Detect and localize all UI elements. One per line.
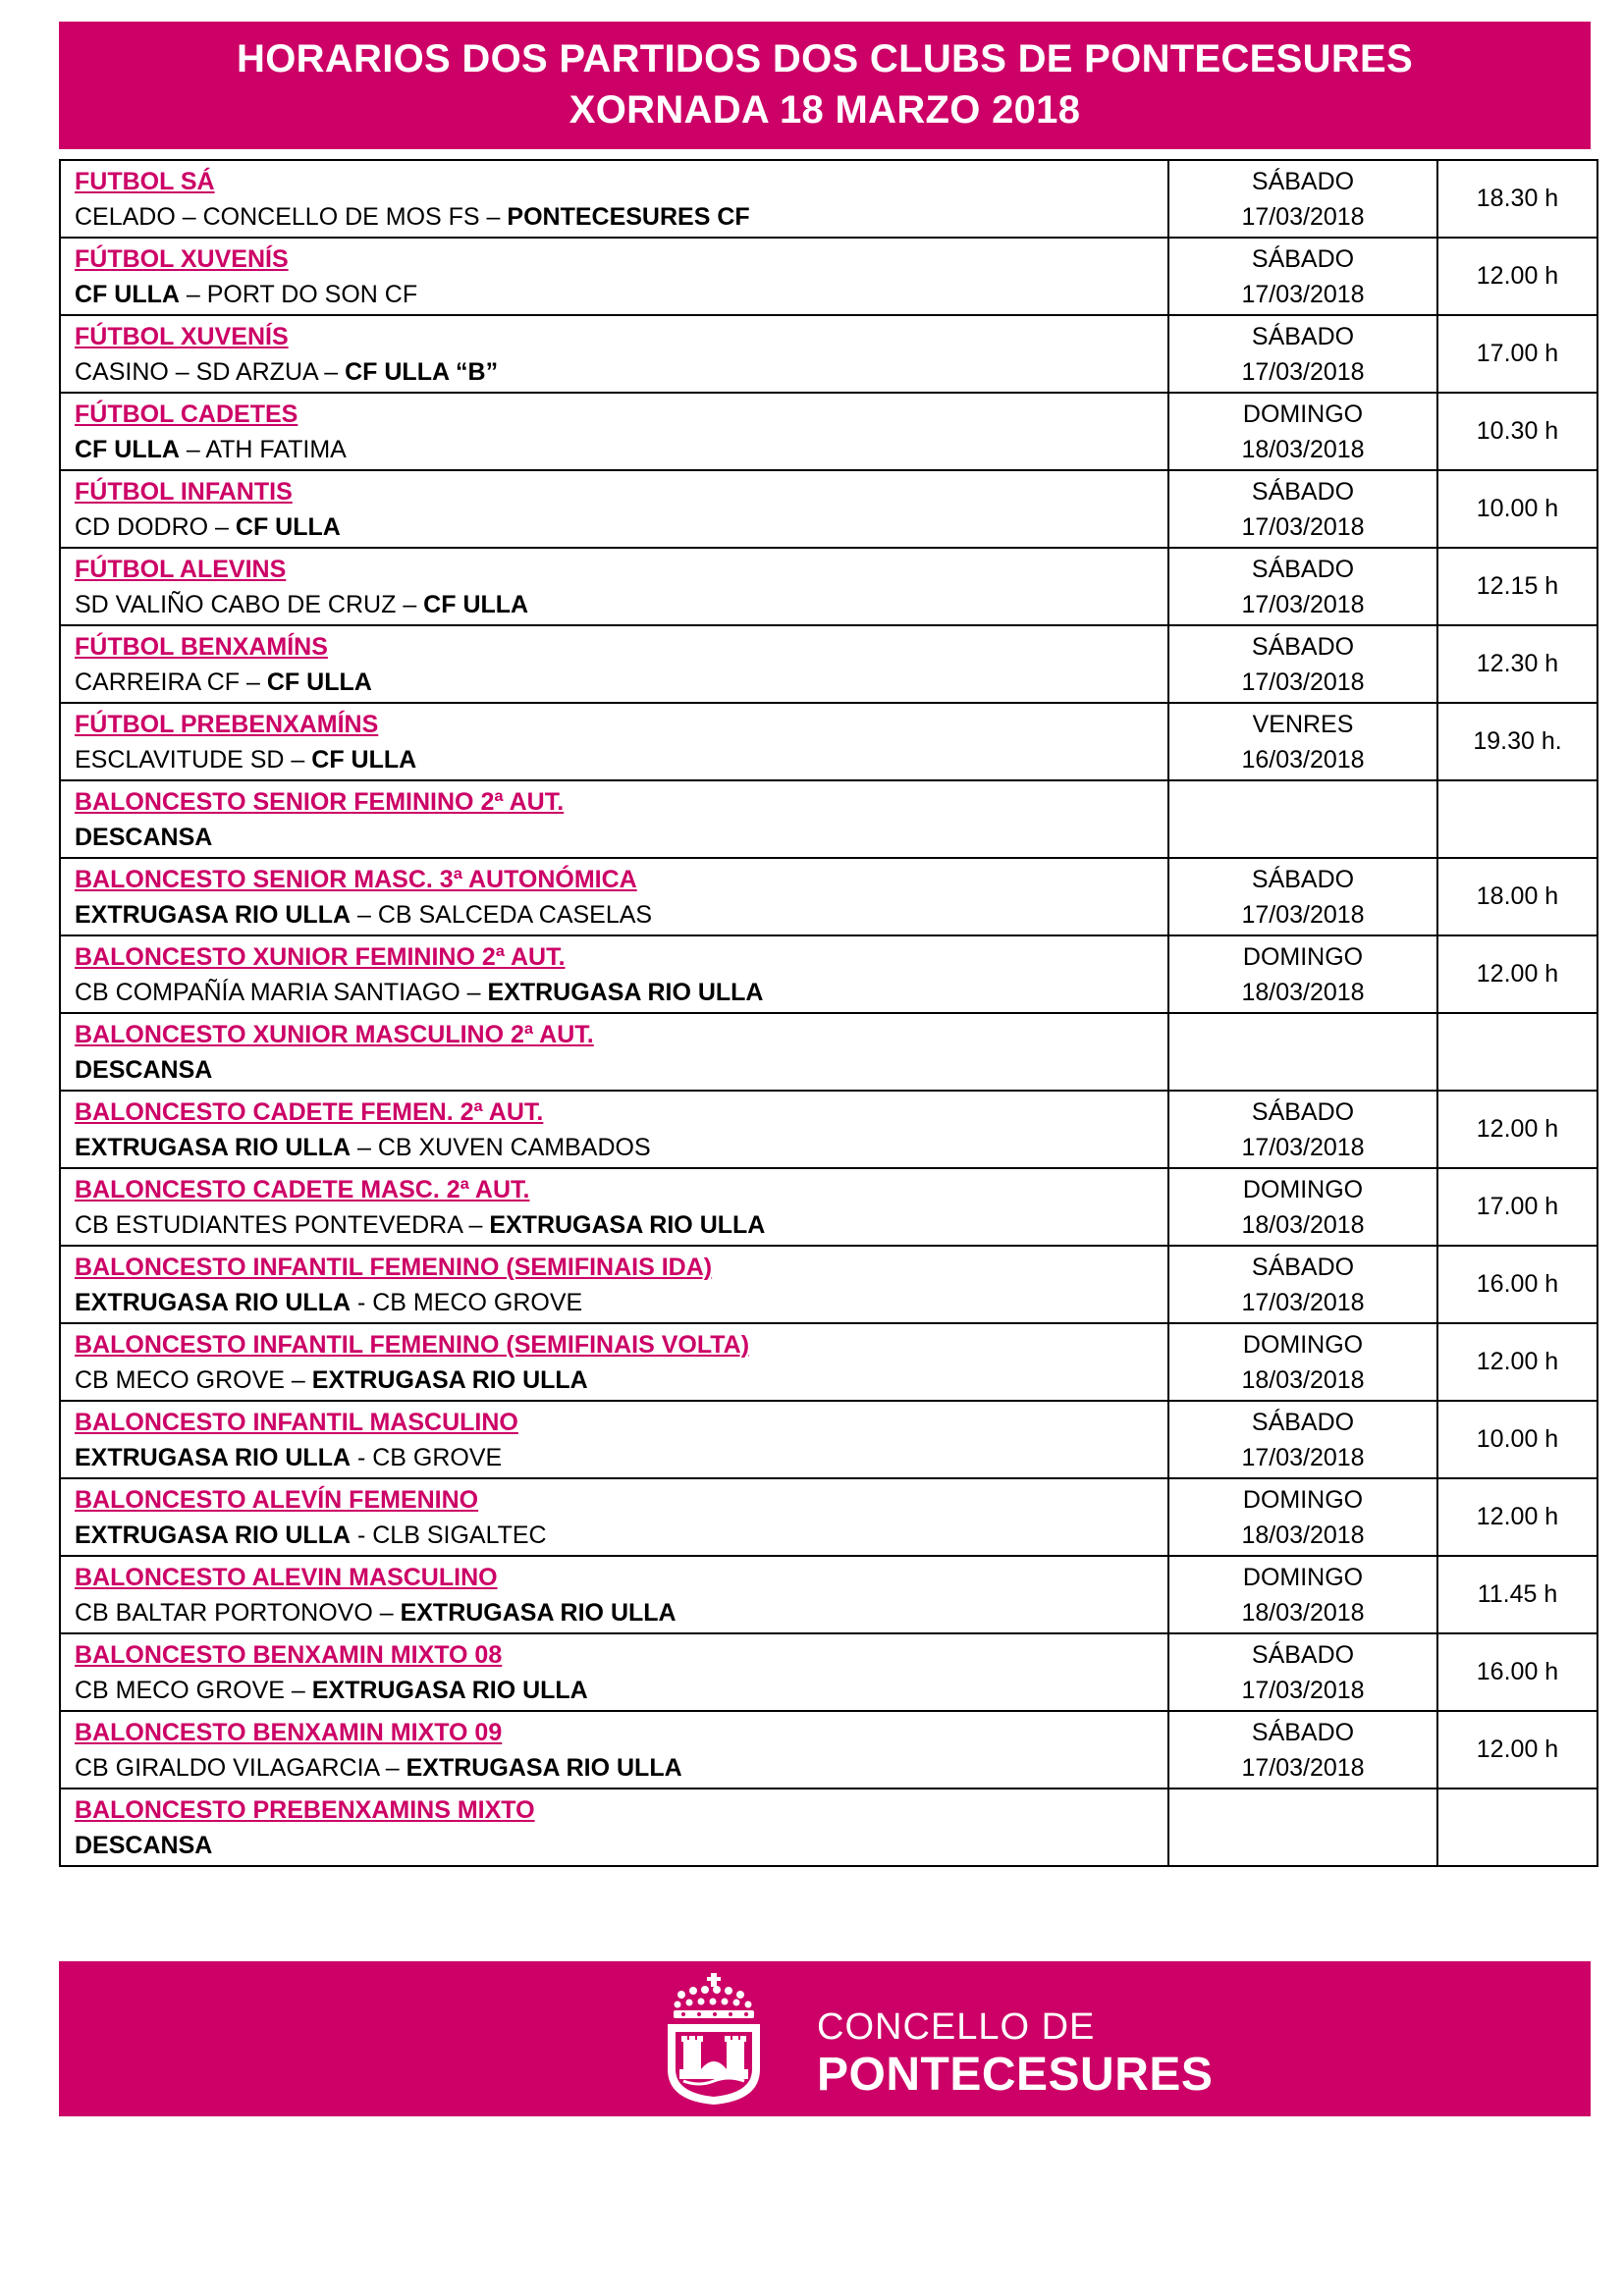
match-cell — [60, 1168, 1168, 1246]
category-label: BALONCESTO CADETE FEMEN. 2ª AUT. — [75, 1097, 544, 1126]
table-row — [60, 1633, 1597, 1711]
date-cell — [1168, 1789, 1437, 1866]
date: 18/03/2018 — [1241, 435, 1365, 463]
match-cell — [60, 625, 1168, 703]
date-cell — [1168, 315, 1437, 393]
teams-line — [75, 897, 1167, 933]
match-cell — [60, 238, 1168, 315]
teams-line — [75, 820, 1167, 855]
team-name: CB COMPAÑÍA MARIA SANTIAGO – — [75, 978, 488, 1006]
date: 17/03/2018 — [1241, 280, 1365, 308]
teams-line — [75, 432, 1167, 467]
time-cell: 11.45 h — [1437, 1556, 1597, 1633]
teams-line — [75, 199, 1167, 235]
date: 17/03/2018 — [1241, 590, 1365, 618]
match-cell — [60, 1091, 1168, 1168]
match-cell — [60, 315, 1168, 393]
match-cell — [60, 1633, 1168, 1711]
teams-line — [75, 1595, 1167, 1630]
team-name-highlight: CF ULLA — [75, 435, 180, 463]
team-name-highlight: EXTRUGASA RIO ULLA — [75, 1443, 352, 1471]
time-cell: 12.00 h — [1437, 1323, 1597, 1401]
time-cell: 12.00 h — [1437, 1711, 1597, 1789]
category-label: BALONCESTO INFANTIL MASCULINO — [75, 1408, 518, 1436]
team-name-highlight: EXTRUGASA RIO ULLA — [75, 1521, 352, 1549]
category-label: BALONCESTO PREBENXAMINS MIXTO — [75, 1795, 535, 1824]
date-cell — [1168, 625, 1437, 703]
date-cell — [1168, 1711, 1437, 1789]
date-cell — [1168, 238, 1437, 315]
date-cell — [1168, 1013, 1437, 1091]
team-name: CB ESTUDIANTES PONTEVEDRA – — [75, 1210, 490, 1239]
team-name: CELADO – CONCELLO DE MOS FS – — [75, 202, 508, 231]
team-name: – ATH FATIMA — [179, 435, 347, 463]
time-cell: 17.00 h — [1437, 1168, 1597, 1246]
category-label: BALONCESTO INFANTIL FEMENINO (SEMIFINAIS IDA) — [75, 1253, 713, 1281]
match-cell — [60, 1401, 1168, 1478]
category-label: FÚTBOL ALEVINS — [75, 555, 287, 583]
table-row — [60, 625, 1597, 703]
date-cell — [1168, 1478, 1437, 1556]
category-label: BALONCESTO INFANTIL FEMENINO (SEMIFINAIS VOLTA) — [75, 1330, 750, 1359]
category-label: FÚTBOL PREBENXAMÍNS — [75, 710, 379, 738]
time-cell: 18.00 h — [1437, 858, 1597, 935]
table-row — [60, 1401, 1597, 1478]
date: 17/03/2018 — [1241, 667, 1365, 696]
team-name-highlight: EXTRUGASA RIO ULLA — [487, 978, 764, 1006]
category-label: BALONCESTO SENIOR FEMININO 2ª AUT. — [75, 787, 565, 816]
date-cell — [1168, 1633, 1437, 1711]
date-cell — [1168, 1323, 1437, 1401]
weekday: DOMINGO — [1242, 400, 1364, 428]
date-cell — [1168, 703, 1437, 780]
teams-line — [75, 742, 1167, 777]
team-name-highlight: CF ULLA — [266, 667, 372, 696]
table-row — [60, 935, 1597, 1013]
category-label: BALONCESTO XUNIOR MASCULINO 2ª AUT. — [75, 1020, 594, 1048]
teams-line — [75, 1828, 1167, 1863]
team-name-highlight: EXTRUGASA RIO ULLA — [75, 1133, 352, 1161]
date: 16/03/2018 — [1241, 745, 1365, 774]
team-name: CD DODRO – — [75, 512, 236, 541]
municipal-crest-icon — [660, 1971, 768, 2107]
table-row — [60, 1789, 1597, 1866]
weekday: SÁBADO — [1251, 865, 1355, 893]
weekday: SÁBADO — [1251, 1097, 1355, 1126]
category-label: BALONCESTO ALEVIN MASCULINO — [75, 1563, 498, 1591]
date-cell — [1168, 1556, 1437, 1633]
time-cell: 12.00 h — [1437, 1091, 1597, 1168]
match-cell — [60, 1013, 1168, 1091]
weekday: SÁBADO — [1251, 322, 1355, 350]
weekday: SÁBADO — [1251, 167, 1355, 195]
table-row — [60, 470, 1597, 548]
match-cell — [60, 393, 1168, 470]
category-label: FÚTBOL INFANTIS — [75, 477, 293, 506]
team-name: - CB MECO GROVE — [351, 1288, 583, 1316]
weekday: SÁBADO — [1251, 555, 1355, 583]
table-row — [60, 780, 1597, 858]
date: 17/03/2018 — [1241, 512, 1365, 541]
time-cell: 12.00 h — [1437, 1478, 1597, 1556]
teams-line — [75, 1518, 1167, 1553]
team-name: - CLB SIGALTEC — [351, 1521, 547, 1549]
match-cell — [60, 858, 1168, 935]
time-cell: 10.00 h — [1437, 1401, 1597, 1478]
category-label: FÚTBOL XUVENÍS — [75, 244, 289, 273]
date: 17/03/2018 — [1241, 1288, 1365, 1316]
team-name-highlight: EXTRUGASA RIO ULLA — [75, 900, 352, 929]
table-row — [60, 1013, 1597, 1091]
team-name: CB GIRALDO VILAGARCIA – — [75, 1753, 406, 1782]
team-name-highlight: CF ULLA — [235, 512, 341, 541]
weekday: DOMINGO — [1242, 1175, 1364, 1203]
weekday: SÁBADO — [1251, 1408, 1355, 1436]
team-name-highlight: CF ULLA — [311, 745, 417, 774]
date: 18/03/2018 — [1241, 1365, 1365, 1394]
footer-line2: PONTECESURES — [817, 2049, 1214, 2101]
match-cell — [60, 703, 1168, 780]
teams-line — [75, 1130, 1167, 1165]
table-row — [60, 315, 1597, 393]
teams-line — [75, 975, 1167, 1010]
weekday: VENRES — [1252, 710, 1354, 738]
weekday: SÁBADO — [1251, 1253, 1355, 1281]
table-row — [60, 1711, 1597, 1789]
table-row — [60, 1246, 1597, 1323]
category-label: FÚTBOL CADETES — [75, 400, 298, 428]
table-row — [60, 1091, 1597, 1168]
team-name-highlight: DESCANSA — [75, 1831, 213, 1859]
schedule-body — [60, 160, 1597, 1866]
match-cell — [60, 1556, 1168, 1633]
time-cell: 17.00 h — [1437, 315, 1597, 393]
team-name-highlight: PONTECESURES CF — [507, 202, 750, 231]
date: 17/03/2018 — [1241, 1443, 1365, 1471]
footer-banner — [59, 1961, 1591, 2116]
match-cell — [60, 548, 1168, 625]
weekday: DOMINGO — [1242, 1485, 1364, 1514]
date-cell — [1168, 780, 1437, 858]
time-cell: 12.15 h — [1437, 548, 1597, 625]
team-name-highlight: EXTRUGASA RIO ULLA — [406, 1753, 682, 1782]
date-cell — [1168, 548, 1437, 625]
table-row — [60, 548, 1597, 625]
category-label: BALONCESTO BENXAMIN MIXTO 08 — [75, 1640, 503, 1669]
time-cell: 12.00 h — [1437, 238, 1597, 315]
team-name-highlight: CF ULLA — [423, 590, 529, 618]
team-name: SD VALIÑO CABO DE CRUZ – — [75, 590, 424, 618]
category-label: BALONCESTO XUNIOR FEMININO 2ª AUT. — [75, 942, 566, 971]
date-cell — [1168, 470, 1437, 548]
date: 18/03/2018 — [1241, 1210, 1365, 1239]
header-title: HORARIOS DOS PARTIDOS DOS CLUBS DE PONTECESURES — [237, 37, 1413, 80]
teams-line — [75, 665, 1167, 700]
date-cell — [1168, 160, 1437, 238]
time-cell: 10.30 h — [1437, 393, 1597, 470]
time-cell: 12.00 h — [1437, 935, 1597, 1013]
team-name: ESCLAVITUDE SD – — [75, 745, 312, 774]
teams-line — [75, 277, 1167, 312]
date-cell — [1168, 393, 1437, 470]
time-cell — [1437, 1013, 1597, 1091]
teams-line — [75, 1052, 1167, 1088]
table-row — [60, 858, 1597, 935]
teams-line — [75, 1285, 1167, 1320]
category-label: FÚTBOL XUVENÍS — [75, 322, 289, 350]
team-name-highlight: DESCANSA — [75, 1055, 213, 1084]
time-cell: 19.30 h. — [1437, 703, 1597, 780]
match-cell — [60, 1478, 1168, 1556]
time-cell — [1437, 780, 1597, 858]
teams-line — [75, 1207, 1167, 1243]
match-cell — [60, 1323, 1168, 1401]
match-cell — [60, 780, 1168, 858]
date: 17/03/2018 — [1241, 900, 1365, 929]
teams-line — [75, 1362, 1167, 1398]
time-cell: 12.30 h — [1437, 625, 1597, 703]
footer-line1: CONCELLO DE — [817, 2006, 1096, 2048]
weekday: SÁBADO — [1251, 1640, 1355, 1669]
schedule-table — [59, 159, 1598, 1867]
category-label: FÚTBOL BENXAMÍNS — [75, 632, 328, 661]
page-header — [59, 22, 1591, 149]
date-cell — [1168, 935, 1437, 1013]
category-label: BALONCESTO ALEVÍN FEMENINO — [75, 1485, 479, 1514]
teams-line — [75, 587, 1167, 622]
team-name: CB MECO GROVE – — [75, 1365, 312, 1394]
teams-line — [75, 1750, 1167, 1786]
date: 17/03/2018 — [1241, 1676, 1365, 1704]
category-label: BALONCESTO CADETE MASC. 2ª AUT. — [75, 1175, 530, 1203]
team-name: – CB XUVEN CAMBADOS — [351, 1133, 651, 1161]
weekday: DOMINGO — [1242, 1563, 1364, 1591]
match-cell — [60, 1711, 1168, 1789]
weekday: SÁBADO — [1251, 477, 1355, 506]
table-row — [60, 1168, 1597, 1246]
teams-line — [75, 1673, 1167, 1708]
weekday: SÁBADO — [1251, 632, 1355, 661]
table-row — [60, 160, 1597, 238]
teams-line — [75, 1440, 1167, 1475]
match-cell — [60, 470, 1168, 548]
match-cell — [60, 160, 1168, 238]
date: 17/03/2018 — [1241, 1753, 1365, 1782]
weekday: DOMINGO — [1242, 942, 1364, 971]
time-cell: 18.30 h — [1437, 160, 1597, 238]
date: 18/03/2018 — [1241, 978, 1365, 1006]
date-cell — [1168, 1401, 1437, 1478]
team-name-highlight: EXTRUGASA RIO ULLA — [75, 1288, 352, 1316]
table-row — [60, 238, 1597, 315]
time-cell — [1437, 1789, 1597, 1866]
weekday: DOMINGO — [1242, 1330, 1364, 1359]
team-name: CB BALTAR PORTONOVO – — [75, 1598, 401, 1627]
team-name-highlight: CF ULLA “B” — [345, 357, 499, 386]
date-cell — [1168, 1246, 1437, 1323]
team-name-highlight: CF ULLA — [75, 280, 180, 308]
date-cell — [1168, 858, 1437, 935]
date: 17/03/2018 — [1241, 1133, 1365, 1161]
team-name-highlight: EXTRUGASA RIO ULLA — [311, 1676, 588, 1704]
team-name-highlight: EXTRUGASA RIO ULLA — [400, 1598, 677, 1627]
category-label: FUTBOL SÁ — [75, 167, 215, 195]
match-cell — [60, 1246, 1168, 1323]
weekday: SÁBADO — [1251, 244, 1355, 273]
time-cell: 10.00 h — [1437, 470, 1597, 548]
teams-line — [75, 354, 1167, 390]
category-label: BALONCESTO SENIOR MASC. 3ª AUTONÓMICA — [75, 865, 637, 893]
team-name-highlight: DESCANSA — [75, 823, 213, 851]
date-cell — [1168, 1091, 1437, 1168]
category-label: BALONCESTO BENXAMIN MIXTO 09 — [75, 1718, 503, 1746]
table-row — [60, 1556, 1597, 1633]
date: 18/03/2018 — [1241, 1598, 1365, 1627]
team-name: CASINO – SD ARZUA – — [75, 357, 346, 386]
match-cell — [60, 935, 1168, 1013]
team-name-highlight: EXTRUGASA RIO ULLA — [311, 1365, 588, 1394]
date-cell — [1168, 1168, 1437, 1246]
team-name: CARREIRA CF – — [75, 667, 267, 696]
date: 17/03/2018 — [1241, 202, 1365, 231]
date: 17/03/2018 — [1241, 357, 1365, 386]
team-name: – CB SALCEDA CASELAS — [351, 900, 653, 929]
match-cell — [60, 1789, 1168, 1866]
table-row — [60, 393, 1597, 470]
date: 18/03/2018 — [1241, 1521, 1365, 1549]
table-row — [60, 703, 1597, 780]
team-name: - CB GROVE — [351, 1443, 503, 1471]
time-cell: 16.00 h — [1437, 1246, 1597, 1323]
time-cell: 16.00 h — [1437, 1633, 1597, 1711]
table-row — [60, 1478, 1597, 1556]
teams-line — [75, 509, 1167, 545]
weekday: SÁBADO — [1251, 1718, 1355, 1746]
header-subtitle: XORNADA 18 MARZO 2018 — [568, 88, 1081, 132]
table-row — [60, 1323, 1597, 1401]
team-name: CB MECO GROVE – — [75, 1676, 312, 1704]
team-name-highlight: EXTRUGASA RIO ULLA — [489, 1210, 766, 1239]
team-name: – PORT DO SON CF — [179, 280, 418, 308]
